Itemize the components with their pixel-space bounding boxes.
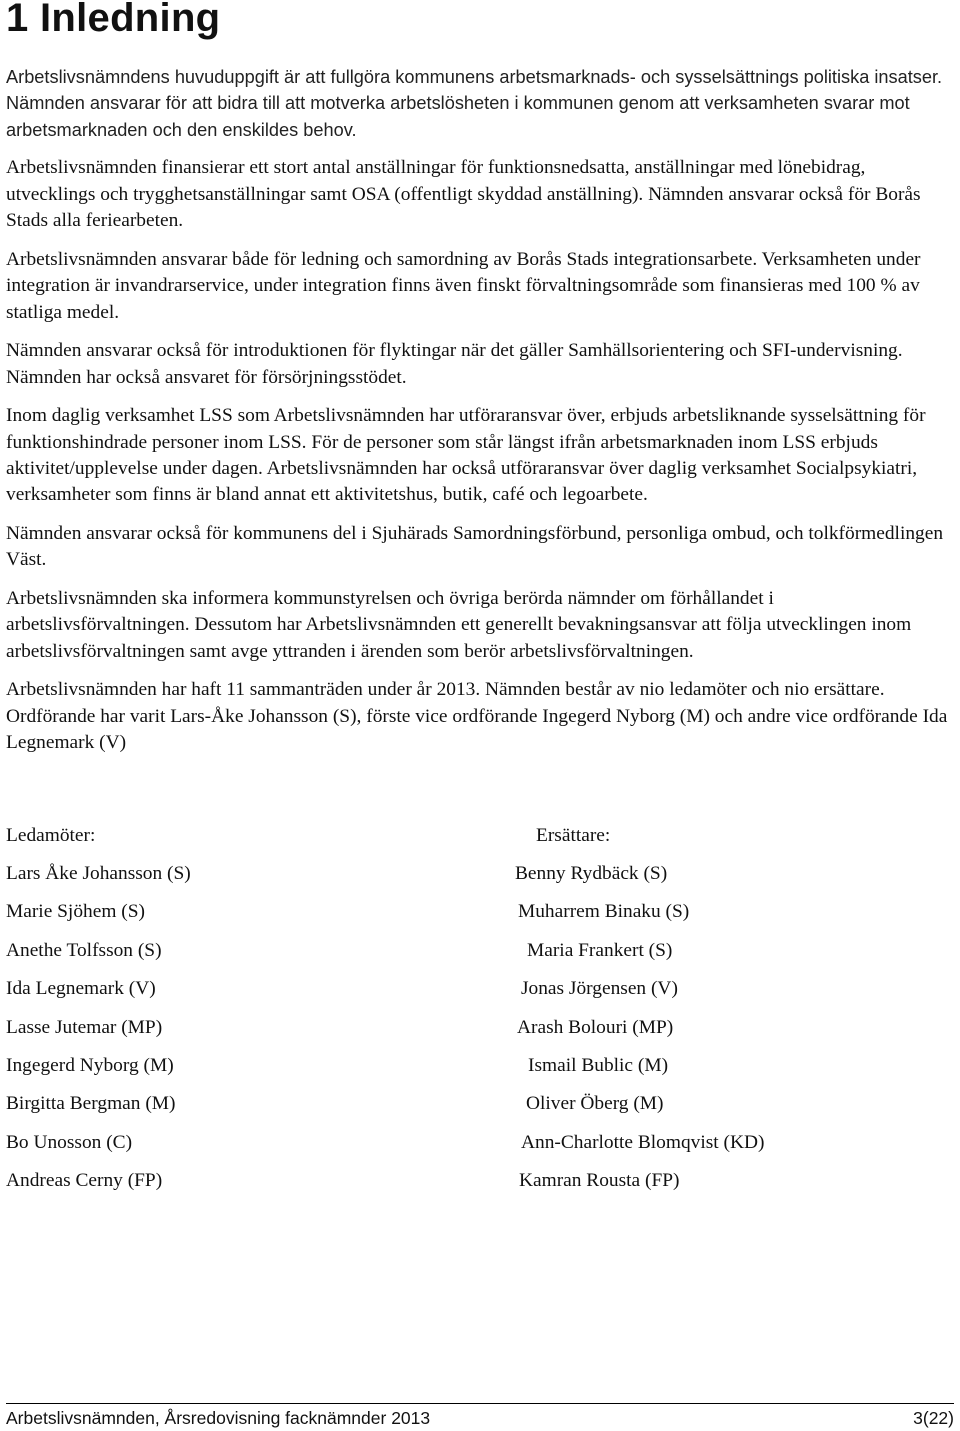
list-item: Arash Bolouri (MP) (517, 1016, 674, 1038)
list-item: Birgitta Bergman (M) (6, 1093, 176, 1115)
list-item: Andreas Cerny (FP) (6, 1170, 163, 1192)
page-footer (6, 1403, 954, 1431)
list-item: Kamran Rousta (FP) (519, 1170, 680, 1192)
footer-document-title: Arbetslivsnämnden, Årsredovisning facknämnder 2013 (6, 1408, 431, 1428)
list-item: Ingegerd Nyborg (M) (6, 1054, 174, 1076)
body-text (6, 64, 958, 769)
list-item: Muharrem Binaku (S) (518, 901, 690, 923)
paragraph-integration: Arbetslivsnämnden ansvarar både för ledning och samordning av Borås Stads integrationsarbete. Verksamheten under integration är invandrarservice, under integration finns även finskt förvaltningsområde som finansieras med 100 % av statliga medel. (6, 248, 921, 323)
paragraph-lss: Inom daglig verksamhet LSS som Arbetslivsnämnden har utföraransvar över, erbjuds arbetsliknande sysselsättning för funktionshindrade personer inom LSS. För de personer som står längst ifrån arbetsmarknaden inom LSS erbjuds aktivitet/upplevelse under dagen. Arbetslivsnämnden har också utföraransvar över daglig verksamhet Socialpsykiatri, verksamheter som finns är bland annat ett aktivitetshus, butik, café och legoarbete. (6, 405, 926, 506)
list-item: Ida Legnemark (V) (6, 978, 156, 1000)
paragraph-samordning: Nämnden ansvarar också för kommunens del i Sjuhärads Samordningsförbund, personliga ombud, och tolkförmedlingen Väst. (6, 523, 944, 571)
paragraph-meetings: Arbetslivsnämnden har haft 11 sammanträden under år 2013. Nämnden består av nio ledamöter och nio ersättare. Ordförande har varit Lars-Åke Johansson (S), förste vice ordförande Ingegerd Nyborg (M) och andre vice ordförande Ida Legnemark (V) (6, 679, 948, 754)
ledamoter-heading: Ledamöter: (6, 825, 96, 846)
list-item: Anethe Tolfsson (S) (6, 939, 162, 961)
list-item: Benny Rydbäck (S) (515, 863, 668, 884)
list-item: Marie Sjöhem (S) (6, 901, 145, 923)
list-item: Lasse Jutemar (MP) (6, 1016, 163, 1038)
paragraph-financing: Arbetslivsnämnden finansierar ett stort antal anställningar för funktionsnedsatta, anställningar med lönebidrag, utvecklings och trygghetsanställningar samt OSA (offentligt skyddad anställning). Nämnden ansvarar också för Borås Stads alla feriearbeten. (6, 157, 921, 232)
list-item: Bo Unosson (C) (6, 1131, 133, 1153)
page-title: 1 Inledning (6, 0, 221, 40)
ersattare-list (6, 859, 764, 1205)
list-item: Ann-Charlotte Blomqvist (KD) (521, 1131, 765, 1153)
ersattare-heading: Ersättare: (536, 825, 611, 846)
list-item: Lars Åke Johansson (S) (6, 863, 191, 884)
paragraph-purpose: Arbetslivsnämndens huvuduppgift är att fullgöra kommunens arbetsmarknads- och sysselsättnings politiska insatser. Nämnden ansvarar för att bidra till att motverka arbetslösheten i kommunen genom att verksamheten svarar mot arbetsmarknaden och den enskildes behov. (6, 67, 943, 140)
list-item: Oliver Öberg (M) (526, 1093, 664, 1115)
list-item: Maria Frankert (S) (527, 939, 673, 961)
list-item: Ismail Bublic (M) (528, 1054, 669, 1076)
paragraph-introduction: Nämnden ansvarar också för introduktionen för flyktingar när det gäller Samhällsorientering och SFI-undervisning. Nämnden har också ansvaret för försörjningsstödet. (6, 340, 903, 388)
list-item: Jonas Jörgensen (V) (521, 978, 678, 1000)
footer-page-number: 3(22) (913, 1408, 954, 1428)
paragraph-information: Arbetslivsnämnden ska informera kommunstyrelsen och övriga berörda nämnder om förhållandet i arbetslivsförvaltningen. Dessutom har Arbetslivsnämnden ett generellt bevakningsansvar att följa utvecklingen inom arbetslivsförvaltningen samt avge yttranden i ärenden som berör arbetslivsförvaltningen. (6, 588, 912, 662)
